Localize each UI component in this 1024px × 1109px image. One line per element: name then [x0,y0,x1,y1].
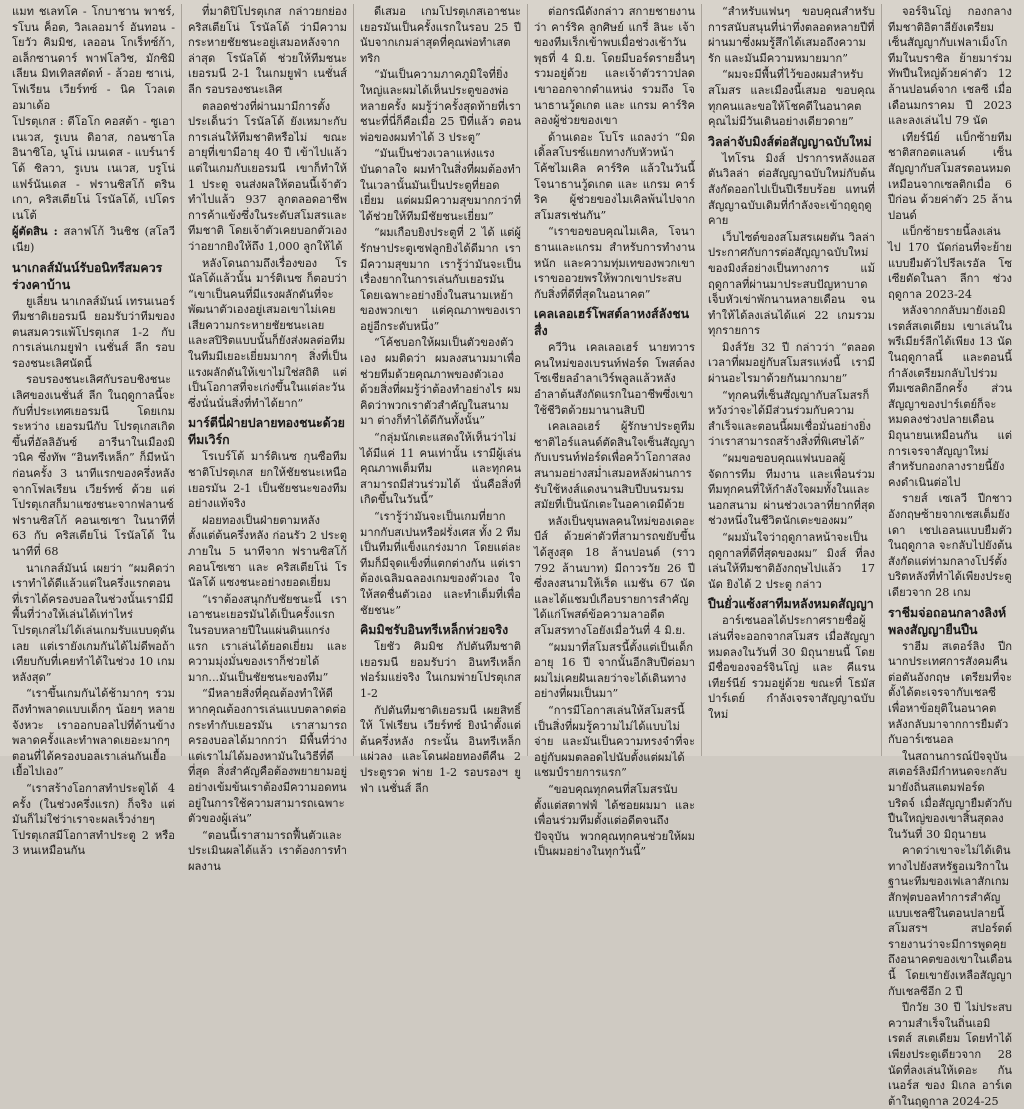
paragraph: คาดว่าเขาจะไม่ได้เดินทางไปยังสหรัฐอเมริกาในฐานะทีมของเฟเลาสักเกมสักฟุตบอลทำการสำคัญแบบเชลซีในตอนปลายนี้ สโมสรฯ สปอร์ตต์ รายงานว่าจะมีการพูดคุยถึงอนาคตของเขาในเดือนนี้ โดยเขายังเหลือสัญญากับเชลซีอีก 2 ปี [888,844,1012,998]
paragraph: ในสถานการณ์ปัจจุบัน สเตอร์ลิงมีกำหนดจะกลับมายังถิ่นสแตมฟอร์ด บริดจ์ เมื่อสัญญายืมตัวกับปืนใหญ่ของเขาสิ้นสุดลงในวันที่ 30 มิถุนายน [888,749,1012,841]
paragraph: โรเบร์โต้ มาร์ติเนซ กุนซือทีมชาติโปรตุเกส ยกให้ชัยชนะเหนือเยอรมัน 2-1 เป็นชัยชนะของทีมอย่างแท้จริง [188,450,347,511]
paragraph: หลังจากกลับมายังเอมิเรตส์สเตเดียม เขาเล่นในพรีเมียร์ลีกได้เพียง 13 นัดในฤดูกาลนี้ และตอนนี้กำลังเตรียมกลับไปร่วมทีมเซลติกอีกครั้ง ส่วนสัญญาของปาร์เตย์ก็จะหมดลงช่วงปลายเดือนมิถุนายนเหมือนกัน แต่การเจรจาสัญญาใหม่สำหรับกองกลางรายนี้ยังคงดำเนินต่อไป [888,304,1012,489]
paragraph: “ตอนนี้เราสามารถฟื้นตัวและประเมินผลได้แล้ว เราต้องการทำผลงาน [188,828,347,873]
paragraph: “มันเป็นช่วงเวลาแห่งแรงบันดาลใจ ผมทำในสิ่งที่ผมต้องทำในเวลานั้นมันเป็นประตูที่ยอดเยี่ยม แต่ผมมีความสุขมากกว่าที่ได้ช่วยให้ทีมมีชัยชนะเยี่ยม” [360,147,521,223]
paragraph: ดีเสมอ เกมโปรตุเกสเอาชนะเยอรมันเป็นครั้งแรกในรอบ 25 ปี นับจากเกมล่าสุดที่คุณพ่อทำเสตทริก [360,5,521,65]
paragraph: จอร์จินโญ่ กองกลางทีมชาติอิตาลียังเตรียมเซ็นสัญญากับเฟลาเม็งโกทีมในบราซิล ย้ายมาร่วมทัพปืนใหญ่ด้วยค่าตัว 12 ล้านปอนด์จาก เชลซี เมื่อเดือนมกราคม ปี 2023 และลงเล่นไป 79 นัด [888,5,1012,128]
column-4 [528,4,702,859]
paragraph: นาเกลส์มันน์ เผยว่า “ผมคิดว่าเราทำได้ดีแล้วแต่ในครึ่งแรกตอนที่เราได้ครองบอลในช่วงนั้นเรามีมีพื้นที่ว่างให้เล่นได้เท่าไหร่ โปรตุเกสไม่ได้เล่นเกมรับแบบดุดันเลย แต่เรายังเกมกันได้ไม่ดีพอถ้าเทียบกับที่เคยทำได้ในช่วง 10 เกมหลังสุด” [12,561,175,684]
headline-nagelsmann: นาเกลส์มันน์รับอนิทรีสมควรร่วงคาบ้าน [12,259,163,292]
headline-kelleher: เคลเลอเฮร์โพสต์ลาหงส์ลังชนสื่ง [534,306,690,339]
paragraph: แบ็กซ้ายรายนี้ลงเล่นไป 170 นัดก่อนที่จะย้ายแบบยืมตัวไปรีลเรอัล โซเซียดัดในลา ลีกา ช่วงฤดูกาล 2023-24 [888,225,1012,301]
paragraph: ปีกวัย 30 ปี ไม่ประสบความสำเร็จในถิ่นเอมิเรตส์ สเตเดียม โดยทำได้เพียงประตูเดียวจาก 28 นัดที่ลงเล่นให้เดอะ กันเนอร์ส ของ มิเกล อาร์เตต้าในฤดูกาล 2024-25 [888,1001,1012,1108]
paragraph: หลังเป็นขุนพลคนใหม่ของเดอะ บีส์ ด้วยค่าตัวที่สามารถขยับขึ้นได้สูงสุด 18 ล้านปอนด์ (ราว 792 ล้านบาท) มีถาวรวัย 26 ปีซึ่งลงสนามให้เร็ด แมชัน 67 นัดและได้แชมป์เกือบรายการสำคัญ ได้แก่โพสต์ข้อความลาอดีตสโมสรทางโอยังเมื่อวันที่ 4 มิ.ย. [534,514,695,637]
referee-line [12,224,175,255]
paragraph: มิงส์วัย 32 ปี กล่าวว่า “ตลอดเวลาที่ผมอยู่กับสโมสรแห่งนี้ เรามีผ่านอะไรมาด้วยกันมากมาย” [708,340,875,386]
headline-martinez: มาร์ตีนี่ฝ่ายปลายทองชนะด้วยทีมเวิร์ก [188,415,345,448]
headline-kimmich: คิมมิชรับอินทรีเหล็กห่วยจริง [360,622,509,638]
paragraph: ราฮีม สเตอร์ลิง ปีกนากประเทศการสังคมคืนต่อตันอังกฤษ เตรียมที่จะตั้งได้ตะเจรจากับเชลซี เพื่อหาข้อยุติในอนาคตหลังกลับมาจากการยืมตัวกับอาร์เซนอล [888,639,1012,747]
headline-mings: วิลล่าจับมิงส์ต่อสัญญาฉบับใหม่ [708,133,872,149]
paragraph: “เราสร้างโอกาสทำประตูได้ 4 ครั้ง (ในช่วงครึ่งแรก) ก็จริง แต่มันก็ไม่ใช่ว่าเราจะผลเร็วง่ายๆ โปรตุเกสมีโอกาสทำประตู 2 หรือ 3 หนเหมือนกัน [12,781,175,858]
paragraph: “มีหลายสิ่งที่คุณต้องทำให้ดีหากคุณต้องการเล่นแบบตลาดต่อกระทำกับเยอรมัน เราสามารถครองบอลได้มากกว่า มีพื้นที่ว่าง แต่เราไม่ได้มองหามันในวิธีที่ดีที่สุด สิ่งสำคัญคือต้องพยายามอยู่อย่างเข้มข้นเราต้องมีความอดทนอยู่ในการใช้ความสามารถเฉพาะตัวของผู้เล่น” [188,687,347,826]
paragraph: “การมีโอกาสเล่นให้สโมสรนี้เป็นสิ่งที่ผมรู้ความไม่ได้แบบไม่จ่าย และมันเป็นความทรงจำที่จะอยู่กับผมตลอดไปนับตั้งแต่ผมได้แชมป์รายการแรก” [534,703,695,780]
paragraph: “ผมมาที่สโมสรนี้ตั้งแต่เป็นเด็กอายุ 16 ปี จากนั้นอีกสิบปีต่อมา ผมไม่เคยฝันเลยว่าจะได้เดินทางอย่างที่ผมเป็นมา” [534,640,695,701]
headline-sterling: ราชีมจ่อถอนกลางลิงห์พลงสัญญายืนปืน [888,604,1007,637]
paragraph: เว็บไซต์ของสโมสรเผยตัน วิลล่าประกาศกับการต่อสัญญาฉบับใหม่ของมิงส์อย่างเป็นทางการ แม้ฤดูกาลที่ผ่านมาประสบปัญหาบาดเจ็บหัวเข่าพักนานหลายเดือน จนทำให้ได้ลงเล่นได้แค่ 22 เกมรวมทุกรายการ [708,230,875,338]
lineup-portugal: โปรตุเกส : ดีโอโก คอสต้า - ซูเอา เนเวส, รูเบน ดิอาส, กอนซาโล อินาซิโอ, นูโน่ เมนเดส - แบร์นาร์โด้ ซิลวา, รูเบน เนเวส, บรูโน่ แฟร์นันเดส - ฟรานซิสโก้ ตรินเกา, คริสเตียโน่ โรนัลโด้, เปโดร เนโต้ [12,115,175,222]
paragraph: “โค้ชบอกให้ผมเป็นตัวของตัวเอง ผมติดว่า ผมลงสนามมาเพื่อช่วยทีมด้วยคุณภาพของตัวเอง ด้วยสิ่งที่ผมรู้ว่าต้องทำอย่างไร ผมคิดว่าพวกเราตัวสำคัญในสนามมา ต่างก็ทำได้ดีกันทั้งนั้น” [360,336,521,428]
paragraph: เทียร์นีย์ แบ็กซ้ายทีมชาติสกอตแลนด์ เซ็นสัญญากับสโมสรตอนหมดเหมือนจากเซลติกเมื่อ 6 ปีก่อน ด้วยค่าตัว 25 ล้านปอนด์ [888,130,1012,222]
column-6 [882,4,1018,1108]
paragraph: รายส์ เซเลวี ปีกชาวอังกฤษซ้ายจากเชสเต็มยังเดา เชปเอลนแบบยืมตัวในฤดูกาล จะกลับไปยังต้นสังกัดแต่ท่ามกลางโปร์ตั้งบริตหลังที่ทำได้เพียงประตูเดียวจาก 28 เกม [888,492,1012,599]
paragraph: “ทุกคนที่เซ็นสัญญากับสโมสรก็หวังว่าจะได้มีส่วนร่วมกับความสำเร็จและตอนนี้ผมเชื่อมั่นอย่างยิ่งว่าเราสามารถสร้างสิ่งที่พิเศษได้” [708,388,871,449]
paragraph: รอบรองชนะเลิศกับรอบชิงชนะเลิศของเนชั่นส์ ลีก ในฤดูกาลนี้จะกับที่ประเทศเยอรมนี โดยเกมระหว่าง เยอรมนีกับ โปรตุเกสเกิดขึ้นที่อัลลิอันซ์ อารีนาในเมืองมิวนิค ซึ่งทัพ “อินทรีเหล็ก” ก็มีหน้าก่อนครั้ง 3 นาทีแรกของครึ่งหลังจากโฟลเรียน เวียร์ทซ์ ด้วย แต่ โปรตุเกสก็มาแซงชนะจากฟลานซ์ ฟรานซิสโก้ คอนเซเซา ในนาทีที่ 63 กับ คริสเตียโน่ โรนัลโด้ ในนาทีที่ 68 [12,373,175,558]
paragraph: “ผมจะมีพื้นที่ไว้ของผมสำหรับสโมสร และเมืองนี้เสมอ ขอบคุณทุกคนและขอให้โชคดีในอนาคต คุณไม่มีวันเดินอย่างเดียวดาย” [708,68,875,129]
paragraph: เคลเลอเฮร์ ผู้รักษาประตูทีมชาติไอร์แลนด์ตัดสินใจเซ็นสัญญากับเบรนท์ฟอร์ดเพื่อคว้าโอกาสลงสนามอย่างสม่ำเสมอหลังผ่านการรับใช้หงส์แดงนานสิบปีบนรมรมสมัยที่เป็นนักเตะในอคาเดมีด้วย [534,420,695,512]
paragraph: “เราต้องสนุกกับชัยชนะนี้ เราเอาชนะเยอรมันได้เป็นครั้งแรกในรอบหลายปีในแผ่นดินแกร่งแรก เราเล่นได้ยอดเยี่ยม และความมุ่งมั่นของเราก็ช่วยได้มาก...มันเป็นชัยชนะของทีม” [188,592,347,684]
referee-label: ผู้ตัดสิน : [12,224,58,239]
paragraph: ที่มาดิปิโปรตุเกส กล่าวยกย่อง คริสเตียโน่ โรนัลโด้ ว่ามีความกระหายชัยชนะอยู่เสมอหลังจากล่าสุด โรนัลโด้ ช่วยให้ทีมชนะเยอรมนี 2-1 ในเกมยูฟ่า เนชั่นส์ ลีก รอบรองชนะเลิศ [188,5,347,96]
lineup-germany: แมท ชเลทโค - โกบาชาน พาชร์, รโบน ค็อต, วิลเลอมาร์ อันทอน - โยวัว คิมมิช, เลออน โกเร็ทซ์ก้า, อเล็กซานดาร์ พาฟโลวิช, มักซิมิเลียน มิทเทิลสตัดท์ - ล้วอย ซาเน่, โฟเรียน เวียร์ทซ์ - นิค โวลเตอมาเด้อ [12,5,175,112]
paragraph: ฝอยทองเป็นฝ่ายตามหลังตั้งแต่ต้นครึ่งหลัง ก่อนรัว 2 ประตูภายใน 5 นาทีจาก ฟรานซิสโก้ คอนโซเซา และ คริสเตียโน่ โรนัลโด้ แซงชนะอย่างยอดเยี่ยม [188,513,347,590]
column-3 [354,4,528,795]
paragraph: ด้านเดอะ โบโร แถลงว่า “มิดเดิ้ลสโบรซ์แยกทางกับหัวหน้าโค้ชไมเคิล คาร์ริค แล้วในวันนี้ โจนาธานวู้ดเกต และ แกรม คาร์ริค ผู้ช่วยของไมเคิลพ้นไปจากสโมสรเช่นกัน” [534,130,695,222]
column-5 [702,4,882,756]
paragraph: “กลุ่มนักเตะแสดงให้เห็นว่าไม่ได้มีแค่ 11 คนเท่านั้น เรามีผู้เล่นคุณภาพเต็มทีม และทุกคนสามารถมีส่วนร่วมได้ นั่นคือสิ่งที่เกิดขึ้นในวันนี้” [360,431,521,507]
paragraph: หลังโดนถามถึงเรื่องของ โรนัลโด้แล้วนั้น มาร์ติเนซ ก็ตอบว่า “เขาเป็นคนที่มีแรงผลักดันที่จะพัฒนาตัวเองอยู่เสมอเขาไม่เคยเสียความกระหายชัยชนะเลย และสปิริตแบบนั้นก็ยังส่งผลต่อทีม ในทีมมีเยอะเยี่ยมมากๆ สิ่งที่เป็นแรงผลักดันให้เขาไม่ใช่สถิติ แต่เป็นโอกาสที่จะเก่งขึ้นในแต่ละวัน ซึ่งนั่นนั่นสิ่งที่ทำได้ยาก” [188,256,347,410]
paragraph: “สำหรับแฟนๆ ขอบคุณสำหรับการสนับสนุนที่น่าทึ่งตลอดหลายปีที่ผ่านมาซึ่งผมรู้สึกได้เสมอถึงความรัก และมันมีความหมายมาก” [708,5,875,65]
paragraph: “เราขอขอบคุณไมเคิล, โจนาธานและแกรม สำหรับการทำงานหนัก และความทุ่มเทของพวกเขา เราขออวยพรให้พวกเขาประสบกับสิ่งที่ดีที่สุดในอนาคต” [534,225,695,301]
paragraph: อาร์เซนอลได้ประกาศรายชื่อผู้เล่นที่จะออกจากสโมสร เมื่อสัญญาหมดลงในวันที่ 30 มิถุนายนนี้ โดยมีชื่อของจอร์จินโญ่ และ คีแรน เทียร์นีย์ รวมอยู่ด้วย ขณะที่ โธมัส ปาร์เตย์ กำลังเจรจาสัญญาฉบับใหม่ [708,614,875,721]
paragraph: ควีวิน เคลเลอเฮร์ นายทวารคนใหม่ของเบรนท์ฟอร์ด โพสต์ลงโซเชียลอำลาเวิร์พลูลแล้วหลังอำลาต้นสังกัดแรกในอาชีพซึ่งเขาใช้ชีวิตด้วยมานานสิบปี [534,341,695,417]
paragraph: ต่อกรณีดังกล่าว สกายชายงานว่า คาร์ริค ลูกศิษย์ แกรี่ ลินะ เจ้าของทีมเร็กเข้าพบเมื่อช่วงเช้าวันพุธที่ 4 มิ.ย. โดยมีบอร์ดรายอื่นๆ รวมอยู่ด้วย และเจ้าตัวราวปลดเขาออกจากตำแหน่ง รวมถึง โจนาธานวู้ดเกต และ แกรม คาร์ริค ลองผู้ช่วยของเขา [534,5,695,128]
headline-arsenal: ปืนยั่วแซ้งสาทีมหลังหมดสัญญา [708,596,874,612]
paragraph: กัปตันทีมชาติเยอรมนี เผยสิทธิ์ให้ โฟเรียน เวียร์ทซ์ ยิงนำตั้งแต่ต้นครึ่งหลัง กระนั้น อินทรีเหล็กแผ่วลง และโดนฝอยทองตีคืน 2 ประตูรวด พ่าย 1-2 รอบรองฯ ยูฟ่า เนชั่นส์ ลีก [360,703,521,795]
paragraph: “ผมเกือบยิงประตูที่ 2 ได้ แต่ผู้รักษาประตูเซฟลูกยิงได้ดีมาก เรามีความสุขมาก เรารู้ว่ามันจะเป็นเรื่องยากในการเล่นกับเยอรมัน โดยเฉพาะอย่างยิ่งในสนามเหย้าของพวกเขา แต่คุณภาพของเราอยู่อีกระดับหนึ่ง” [360,226,521,333]
paragraph: “เราขึ้นเกมกันได้ช้ามากๆ รวมถึงทำพลาดแบบเด็กๆ น้อยๆ หลายจังหวะ เราออกบอลไปที่ด้านข้างพลาดครั้งและทำพลาดเยอะมากๆ ตอนที่ได้ครองบอลเราเล่นกันเยื้อเยื้อไปเอง” [12,687,175,779]
column-1 [6,4,182,858]
paragraph: “มันเป็นความภาคภูมิใจที่ยิ่งใหญ่และผมได้เห็นประตูของพ่อหลายครั้ง ผมรู้ว่าครั้งสุดท้ายที่เราชนะที่นี่ก็คือเมื่อ 25 ปีที่แล้ว ตอนพ่อของผมทำได้ 3 ประตู” [360,68,521,144]
paragraph: “ขอบคุณทุกคนที่สโมสรนับตั้งแต่สตาฟฟ์ ได้ชอยผมมา และเพื่อนร่วมทีมตั้งแต่อดีตจนถึงปัจจุบัน พวกคุณทุกคนช่วยให้ผมเป็นผมอย่างในทุกวันนี้” [534,782,695,859]
column-2 [182,4,354,873]
referee-name: สลาฟโก้ วินชิช (สโลวีเนีย) [12,225,176,254]
paragraph: “ผมขอขอบคุณแฟนบอลผู้จัดการทีม ทีมงาน และเพื่อนร่วมทีมทุกคนที่ให้กำลังใจผมทั้งในและนอกสนาม ผ่านช่วงเวลาที่ยากที่สุดช่วงหนึ่งในชีวิตนักเตะของผม” [708,452,875,528]
paragraph: ยูเลี่ยน นาเกลส์มันน์ เทรนเนอร์ทีมชาติเยอรมนี ยอมรับว่าทีมของตนสมควรแพ้โปรตุเกส 1-2 กับการเล่นเกมยูฟ่า เนชั่นส์ ลีก รอบรองชนะเลิศนัดนี้ [12,294,175,370]
paragraph: “ผมมั่นใจว่าฤดูกาลหน้าจะเป็นฤดูกาลที่ดีที่สุดของผม” มิงส์ ที่ลงเล่นให้ทีมชาติอังกฤษไปแล้ว 17 นัด ยิงได้ 2 ประตู กล่าว [708,531,875,591]
paragraph: ตลอดช่วงที่ผ่านมามีการตั้งประเด็นว่า โรนัลโด้ ยังเหมาะกับการเล่นให้ทีมชาติหรือไม่ ขณะอายุที่เขามีอายุ 40 ปี เข้าไปแล้ว แต่ในเกมกับเยอรมนี เขาก็ทำให้ 1 ประตู จนส่งผลให้ตอนนี้เจ้าตัวทำไปแล้ว 937 ลูกตลอดอาชีพการค้าแข้งซึ่งในระดับสโมสรและทีมชาติ โดยเจ้าตัวเคยบอกตัวเองว่าอยากยิงให้ถึง 1,000 ลูกให้ได้ [188,99,347,253]
paragraph: โยชัว คิมมิช กัปตันทีมชาติเยอรมนี ยอมรับว่า อินทรีเหล็กฟอร์มแย่จริง ในเกมพ่ายโปรตุเกส 1-2 [360,640,521,700]
paragraph: ไทโรน มิงส์ ปราการหลังแอสตันวิลล่า ต่อสัญญาฉบับใหม่กับต้นสังกัดออกไปเป็นปีเรียบร้อย แทนที่สัญญาฉบับเดิมที่กำลังจะเข้าฤดูฤดูคาย [708,151,875,228]
paragraph: “เรารู้ว่ามันจะเป็นเกมที่ยากมากกับสเปนหรือฝรั่งเศส ทั้ง 2 ทีมเป็นทีมที่แข็งแกร่งมาก โดยแต่ละทีมก็มีจุดแข็งที่แตกต่างกัน แต่เราต้องเฉลิมฉลองเกมของตัวเอง ใจให้สดชื่นตัวเอง และทำเต็มที่เพื่อชัยชนะ” [360,510,521,617]
